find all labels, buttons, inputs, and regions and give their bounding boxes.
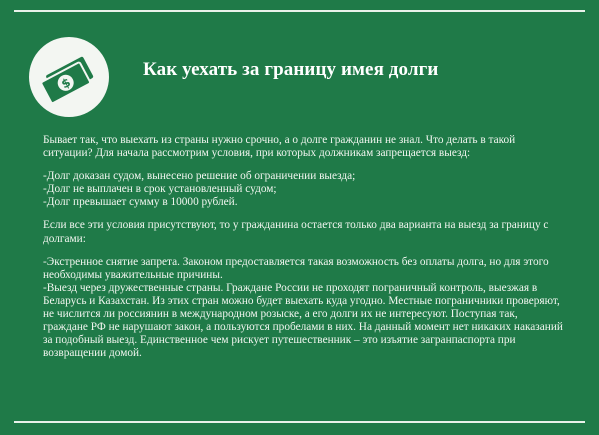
condition-item: -Долг доказан судом, вынесено решение об ограничении выезда; (43, 170, 356, 183)
article-header (29, 37, 579, 117)
money-icon-badge (29, 37, 109, 117)
bottom-divider (14, 421, 585, 423)
svg-text:$: $ (58, 75, 73, 92)
option-item: -Выезд через дружественные страны. Граждане России не проходят пограничный контроль, выезжая в Беларусь и Казахстан. Из этих стран можно будет выехать куда угодно. Местные пограничники проверяют, не числится ли россиянин в международном розыске, а его долги их не интересуют. Поступая так, граждане РФ не нарушают закон, а пользуются пробелами в них. На данный момент нет никаких наказаний за подобный выезд. Единственное чем рискует путешественник – это изъятие загранпаспорта при возвращении домой. (43, 281, 563, 360)
conditions-list (43, 170, 563, 209)
page-title: Как уехать за границу имея долги (143, 59, 439, 80)
intro-paragraph: Бывает так, что выехать из страны нужно срочно, а о долге гражданин не знал. Что делать в такой ситуации? Для начала рассмотрим условия, при которых должникам запрещается выезд: (43, 134, 516, 160)
money-banknote-icon (29, 37, 109, 117)
condition-item: -Долг не выплачен в срок установленный судом; (43, 183, 277, 196)
option-item: -Экстренное снятие запрета. Законом предоставляется такая возможность без оплаты долга, но для этого необходимы уважительные причины. (43, 255, 549, 281)
options-intro-paragraph: Если все эти условия присутствуют, то у гражданина остается только два варианта на выезд за границу с долгами: (43, 219, 549, 245)
article-body (43, 134, 563, 364)
top-divider (14, 10, 585, 12)
options-list (43, 256, 563, 361)
condition-item: -Долг превышает сумму в 10000 рублей. (43, 196, 238, 209)
